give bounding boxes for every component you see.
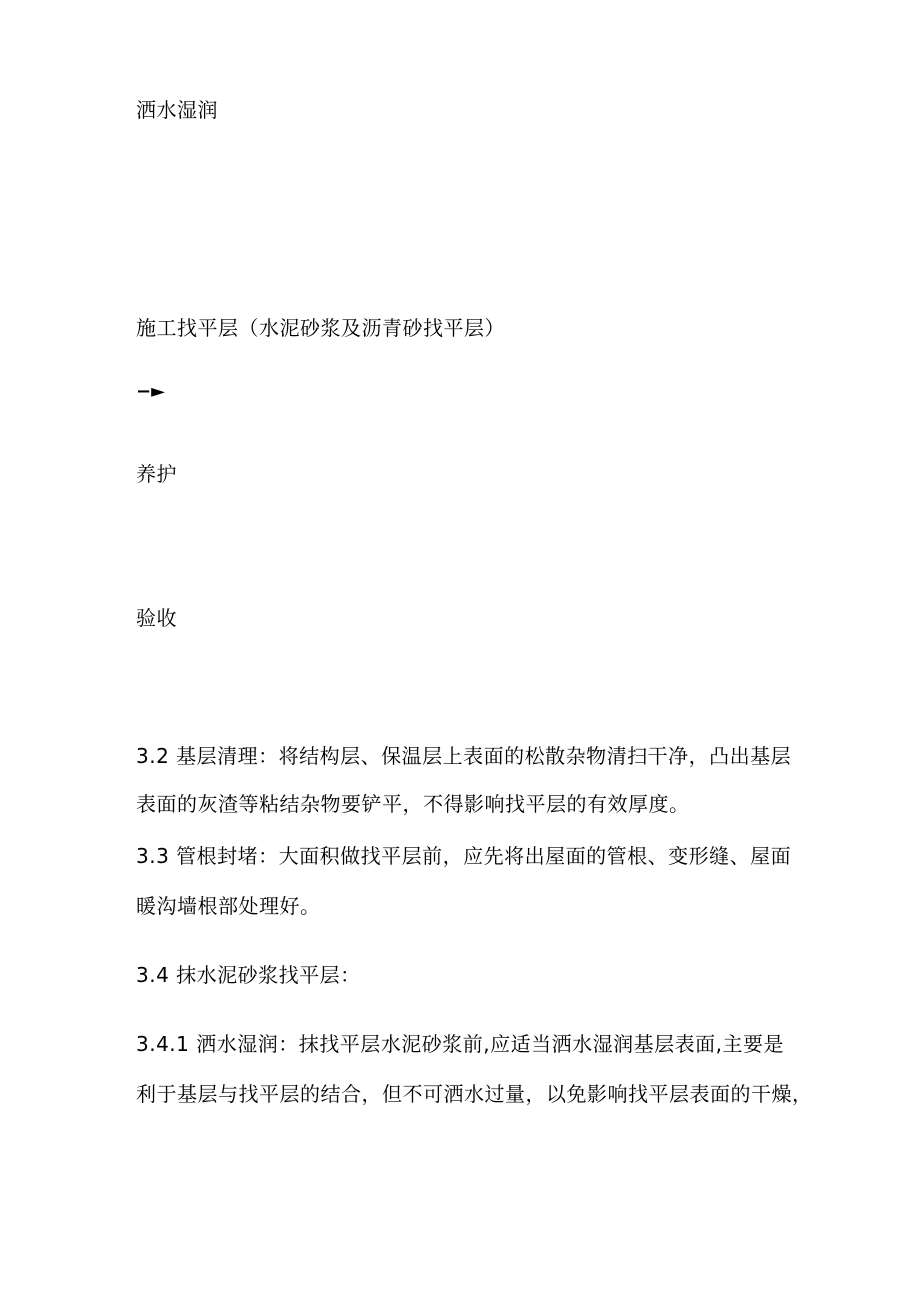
section-3-3-line-1: 3.3 管根封堵：大面积做找平层前，应先将出屋面的管根、变形缝、屋面 <box>136 844 792 868</box>
section-3-4-1-line-2: 利于基层与找平层的结合，但不可洒水过量，以免影响找平层表面的干燥， <box>136 1082 813 1106</box>
flow-step-acceptance: 验收 <box>136 606 177 630</box>
flow-step-curing: 养护 <box>136 462 177 486</box>
section-3-4-1-line-1: 3.4.1 洒水湿润：抹找平层水泥砂浆前,应适当洒水湿润基层表面,主要是 <box>136 1032 784 1056</box>
section-3-4-heading: 3.4 抹水泥砂浆找平层： <box>136 963 361 987</box>
flow-step-leveling: 施工找平层（水泥砂浆及沥青砂找平层） <box>136 316 505 340</box>
section-3-2-line-2: 表面的灰渣等粘结杂物要铲平，不得影响找平层的有效厚度。 <box>136 792 690 816</box>
section-3-2-line-1: 3.2 基层清理：将结构层、保温层上表面的松散杂物清扫干净，凸出基层 <box>136 744 792 768</box>
section-3-3-line-2: 暖沟墙根部处理好。 <box>136 894 321 918</box>
flow-step-sprinkle: 洒水湿润 <box>136 98 218 122</box>
flow-arrow: −► <box>136 381 165 402</box>
